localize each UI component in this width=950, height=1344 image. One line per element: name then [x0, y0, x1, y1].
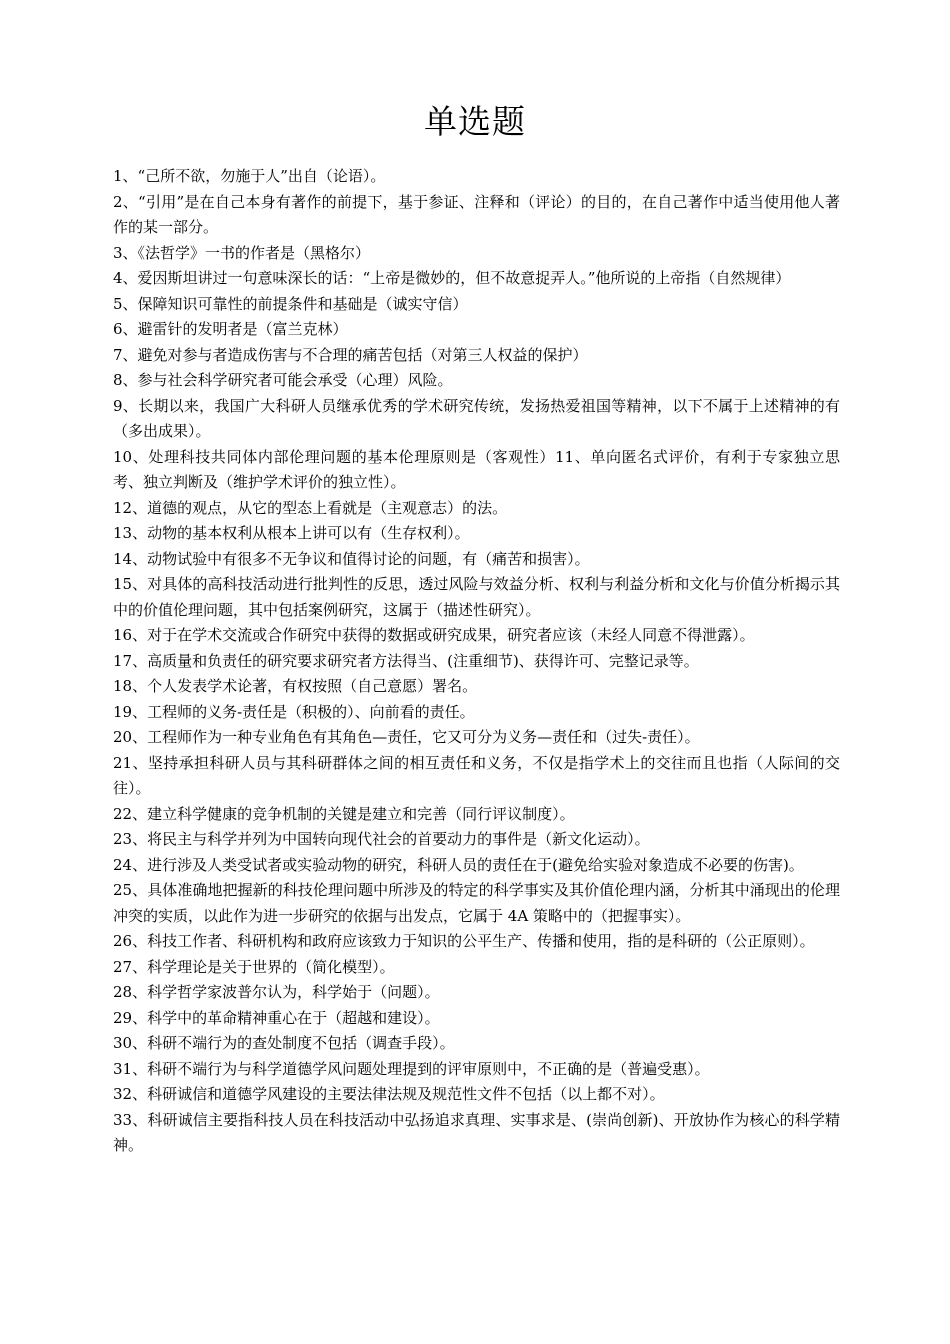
question-item: 31、科研不端行为与科学道德学风问题处理提到的评审原则中，不正确的是（普遍受惠）。 — [113, 1059, 710, 1078]
question-item: 2、“引用”是在自己本身有著作的前提下，基于参证、注释和（评论）的目的，在自己著作中适当使用他人著作的某一部分。 — [113, 192, 840, 236]
question-item: 9、长期以来，我国广大科研人员继承优秀的学术研究传统，发扬热爱祖国等精神，以下不属于上述精神的有（多出成果）。 — [113, 396, 840, 440]
question-item: 20、工程师作为一种专业角色有其角色—责任，它又可分为义务—责任和（过失-责任）。 — [113, 728, 700, 746]
question-item: 22、建立科学健康的竞争机制的关键是建立和完善（同行评议制度）。 — [113, 804, 575, 823]
question-item: 25、具体准确地把握新的科技伦理问题中所涉及的特定的科学事实及其价值伦理内涵，分析其中涌现出的伦理冲突的实质，以此作为进一步研究的依据与出发点，它属于 4A 策略中的（把握事实）。 — [113, 881, 840, 925]
question-item: 10、处理科技共同体内部伦理问题的基本伦理原则是（客观性）11、单向匿名式评价，有利于专家独立思考、独立判断及（维护学术评价的独立性）。 — [113, 447, 840, 491]
question-item: 7、避免对参与者造成伤害与不合理的痛苦包括（对第三人权益的保护） — [113, 345, 588, 364]
question-item: 26、科技工作者、科研机构和政府应该致力于知识的公平生产、传播和使用，指的是科研的（公正原则）。 — [113, 932, 815, 950]
question-item: 28、科学哲学家波普尔认为，科学始于（问题）。 — [113, 983, 440, 1001]
question-item: 18、个人发表学术论著，有权按照（自己意愿）署名。 — [113, 677, 478, 695]
question-item: 29、科学中的革命精神重心在于（超越和建设）。 — [113, 1008, 440, 1027]
question-item: 24、进行涉及人类受试者或实验动物的研究，科研人员的责任在于(避免给实验对象造成不必要的伤害)。 — [113, 855, 804, 874]
question-item: 30、科研不端行为的查处制度不包括（调查手段）。 — [113, 1034, 455, 1052]
page-title: 单选题 — [424, 102, 526, 141]
question-list — [113, 164, 840, 1159]
question-item: 13、动物的基本权利从根本上讲可以有（生存权利）。 — [113, 524, 470, 542]
question-item: 5、保障知识可靠性的前提条件和基础是（诚实守信） — [113, 294, 468, 313]
question-item: 23、将民主与科学并列为中国转向现代社会的首要动力的事件是（新文化运动）。 — [113, 830, 650, 848]
question-item: 8、参与社会科学研究者可能会承受（心理）风险。 — [113, 371, 453, 389]
question-item: 16、对于在学术交流或合作研究中获得的数据或研究成果，研究者应该（未经人同意不得泄露）。 — [113, 626, 755, 644]
question-item: 3、《法哲学》一书的作者是（黑格尔） — [113, 243, 371, 262]
question-item: 12、道德的观点，从它的型态上看就是（主观意志）的法。 — [113, 498, 508, 517]
question-item: 15、对具体的高科技活动进行批判性的反思，透过风险与效益分析、权利与利益分析和文化与价值分析揭示其中的价值伦理问题，其中包括案例研究，这属于（描述性研究）。 — [113, 575, 840, 619]
question-item: 17、高质量和负责任的研究要求研究者方法得当、(注重细节)、获得许可、完整记录等。 — [113, 651, 699, 670]
question-item: 6、避雷针的发明者是（富兰克林） — [113, 320, 348, 338]
question-item: 33、科研诚信主要指科技人员在科技活动中弘扬追求真理、实事求是、(崇尚创新)、开放协作为核心的科学精神。 — [113, 1110, 840, 1154]
question-item: 14、动物试验中有很多不无争议和值得讨论的问题，有（痛苦和损害）。 — [113, 549, 590, 568]
question-item: 1、“己所不欲，勿施于人”出自（论语）。 — [113, 167, 386, 185]
question-item: 21、坚持承担科研人员与其科研群体之间的相互责任和义务，不仅是指学术上的交往而且也指（人际间的交往）。 — [113, 753, 840, 797]
question-item: 27、科学理论是关于世界的（简化模型）。 — [113, 957, 395, 976]
question-item: 32、科研诚信和道德学风建设的主要法律法规及规范性文件不包括（以上都不对）。 — [113, 1085, 665, 1103]
question-item: 4、爱因斯坦讲过一句意味深长的话：“上帝是微妙的，但不故意捉弄人。”他所说的上帝指（自然规律） — [113, 269, 791, 287]
question-item: 19、工程师的义务-责任是（积极的）、向前看的责任。 — [113, 702, 475, 721]
